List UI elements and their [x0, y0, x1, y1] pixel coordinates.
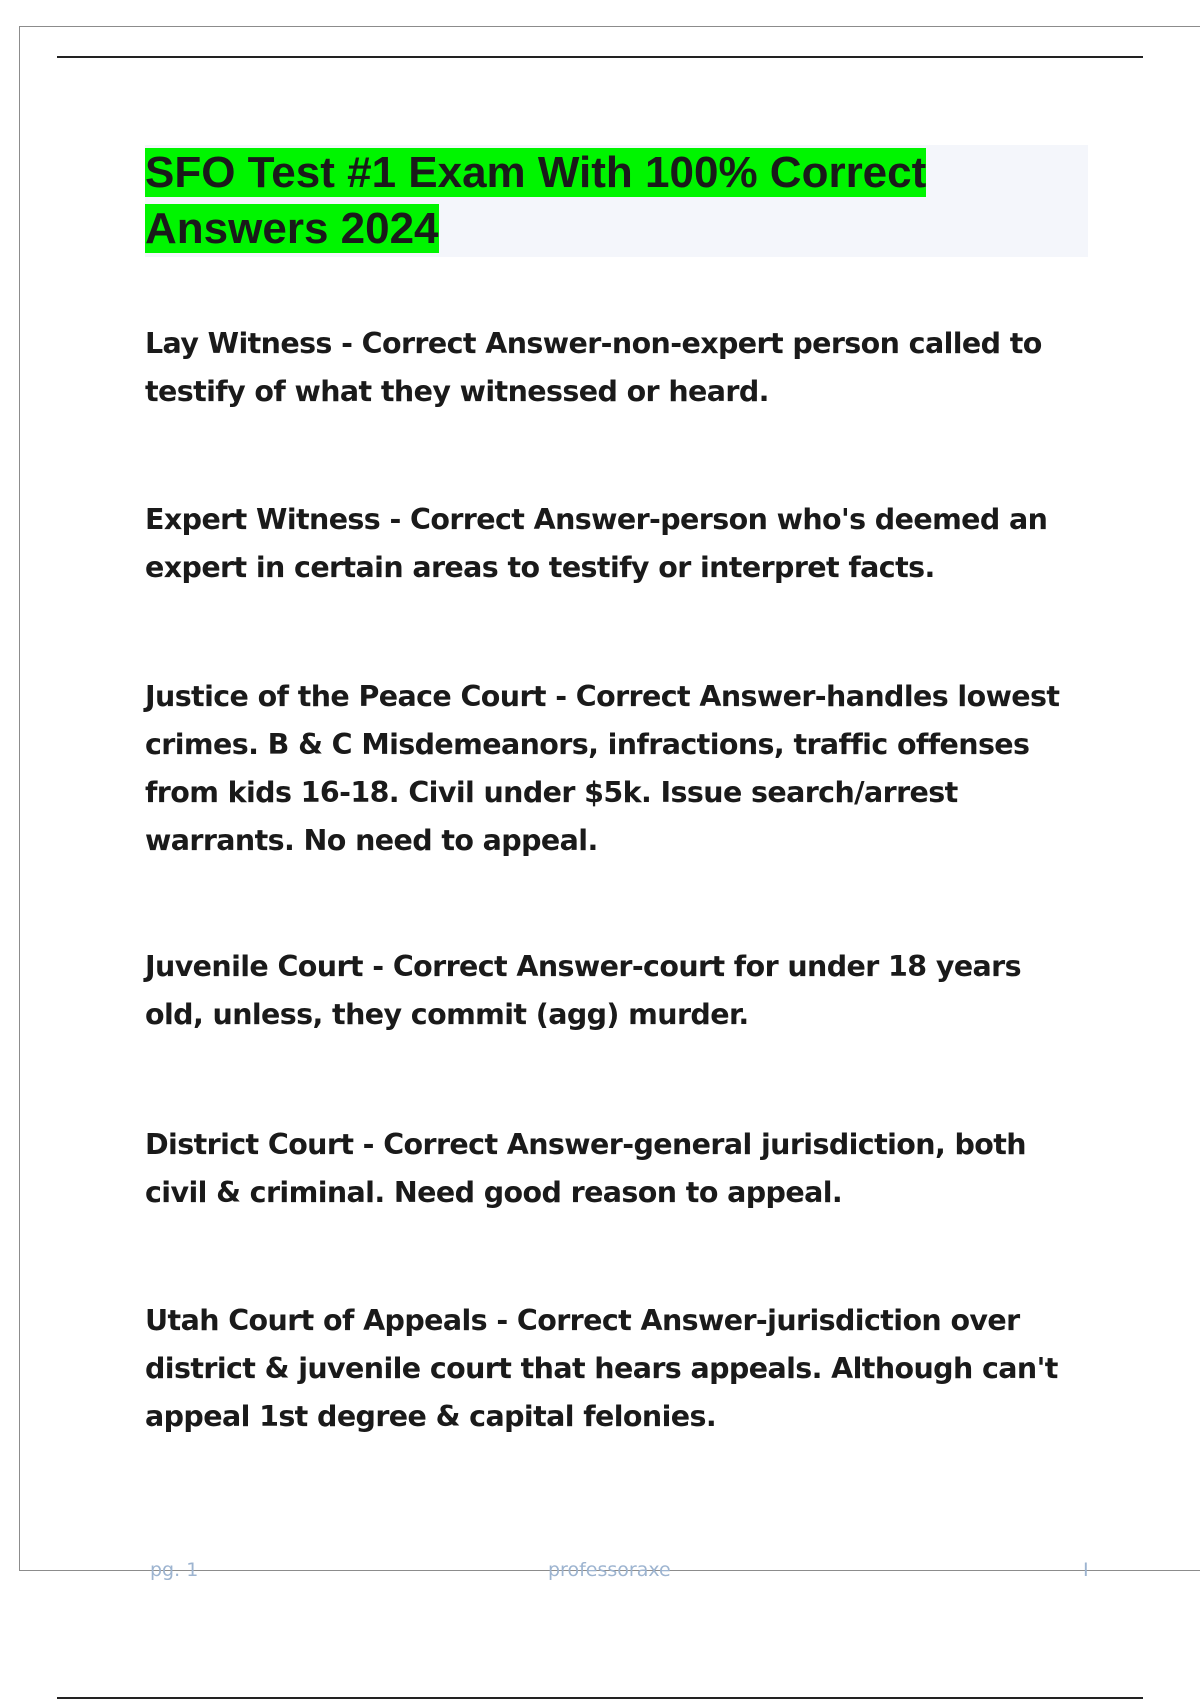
footer-page-number: pg. 1 — [150, 1559, 199, 1581]
qa-entry-juvenile-court: Juvenile Court - Correct Answer-court for under 18 years old, unless, they commit (agg) murder. — [145, 950, 1021, 1031]
document-title — [145, 145, 1088, 257]
title-line-2: Answers 2024 — [145, 204, 439, 253]
title-line-1: SFO Test #1 Exam With 100% Correct — [145, 148, 927, 197]
header-rule — [57, 56, 1143, 58]
qa-entry-utah-court-of-appeals: Utah Court of Appeals - Correct Answer-jurisdiction over district & juvenile court that hears appeals. Although can't appeal 1st degree & capital felonies. — [145, 1304, 1058, 1433]
footer-right-mark: I — [1083, 1559, 1089, 1581]
qa-entry-expert-witness: Expert Witness - Correct Answer-person who's deemed an expert in certain areas to testify or interpret facts. — [145, 503, 1048, 584]
qa-entry-lay-witness: Lay Witness - Correct Answer-non-expert person called to testify of what they witnessed or heard. — [145, 327, 1042, 408]
qa-entry-justice-of-the-peace-court: Justice of the Peace Court - Correct Answer-handles lowest crimes. B & C Misdemeanors, infractions, traffic offenses from kids 16-18. Civil under $5k. Issue search/arrest warrants. No need to appeal. — [145, 680, 1060, 857]
title-block — [145, 145, 1088, 257]
footer-author: professoraxe — [548, 1559, 671, 1581]
qa-entry-district-court: District Court - Correct Answer-general jurisdiction, both civil & criminal. Need good reason to appeal. — [145, 1128, 1026, 1209]
next-page-header-rule — [57, 1697, 1143, 1699]
